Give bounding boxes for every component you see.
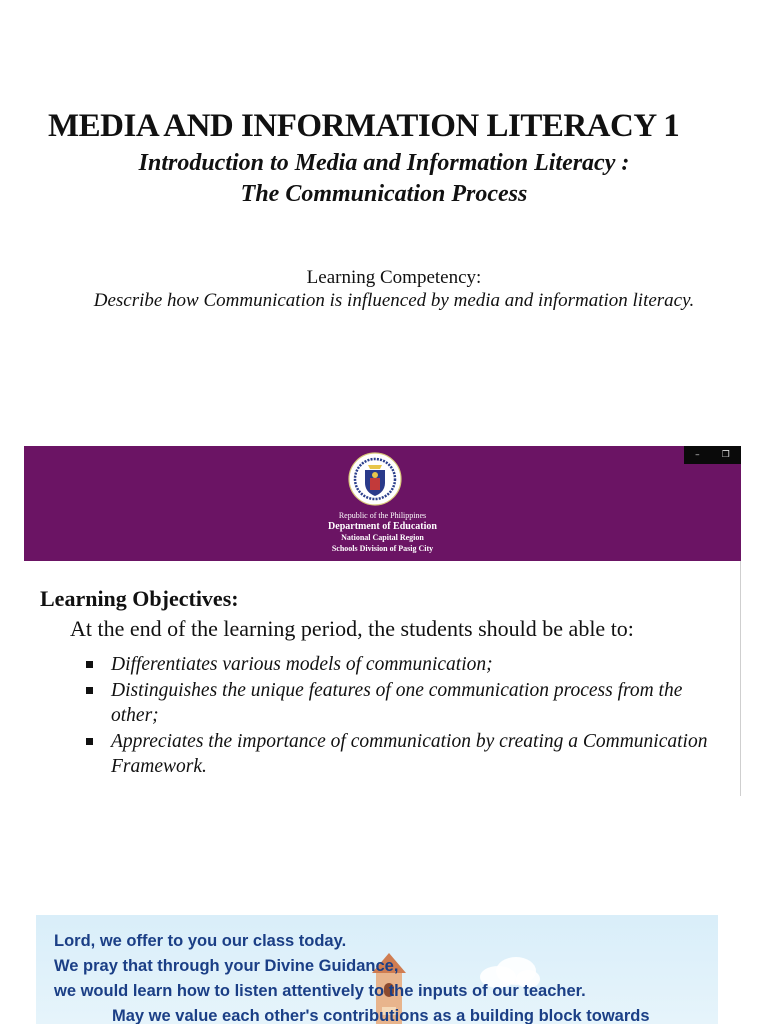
list-item — [86, 678, 726, 729]
list-item — [86, 652, 726, 678]
competency-text: Describe how Communication is influenced by media and information literacy. — [93, 290, 695, 311]
objective-text: Distinguishes the unique features of one communication process from the other; — [111, 679, 683, 726]
bullet-icon — [86, 687, 93, 694]
deped-banner — [24, 446, 741, 561]
deped-text-block — [24, 510, 741, 554]
window-controls — [684, 446, 741, 464]
slide-screenshot — [24, 446, 741, 796]
prayer-line: Lord, we offer to you our class today. — [54, 932, 347, 950]
deped-seal-icon — [348, 452, 402, 506]
banner-department: Department of Education — [328, 521, 437, 532]
prayer-line: we would learn how to listen attentively to the inputs of our teacher. — [54, 982, 586, 1000]
objectives-list — [86, 652, 726, 780]
document-subtitle-line1: Introduction to Media and Information Literacy : — [138, 150, 630, 176]
objectives-intro: At the end of the learning period, the students should be able to: — [70, 616, 634, 641]
list-item — [86, 729, 726, 780]
banner-division: Schools Division of Pasig City — [331, 544, 434, 553]
objective-text: Appreciates the importance of communication by creating a Communication Framework. — [111, 730, 708, 777]
bullet-icon — [86, 738, 93, 745]
prayer-line: We pray that through your Divine Guidance, — [54, 957, 399, 975]
slide-border — [740, 561, 741, 796]
prayer-line: May we value each other's contributions as a building block towards — [112, 1007, 650, 1024]
objectives-heading: Learning Objectives: — [40, 586, 239, 611]
prayer-card — [36, 915, 718, 1024]
competency-label: Learning Competency: — [306, 267, 482, 288]
objective-text: Differentiates various models of communication; — [111, 654, 493, 675]
minimize-icon[interactable]: – — [695, 450, 700, 460]
document-title: MEDIA AND INFORMATION LITERACY 1 — [48, 108, 680, 144]
bullet-icon — [86, 661, 93, 668]
banner-republic: Republic of the Philippines — [338, 511, 427, 520]
document-subtitle-line2: The Communication Process — [240, 181, 528, 207]
prayer-text — [54, 929, 650, 1024]
banner-region: National Capital Region — [341, 533, 424, 542]
restore-icon[interactable]: ❐ — [721, 450, 730, 460]
